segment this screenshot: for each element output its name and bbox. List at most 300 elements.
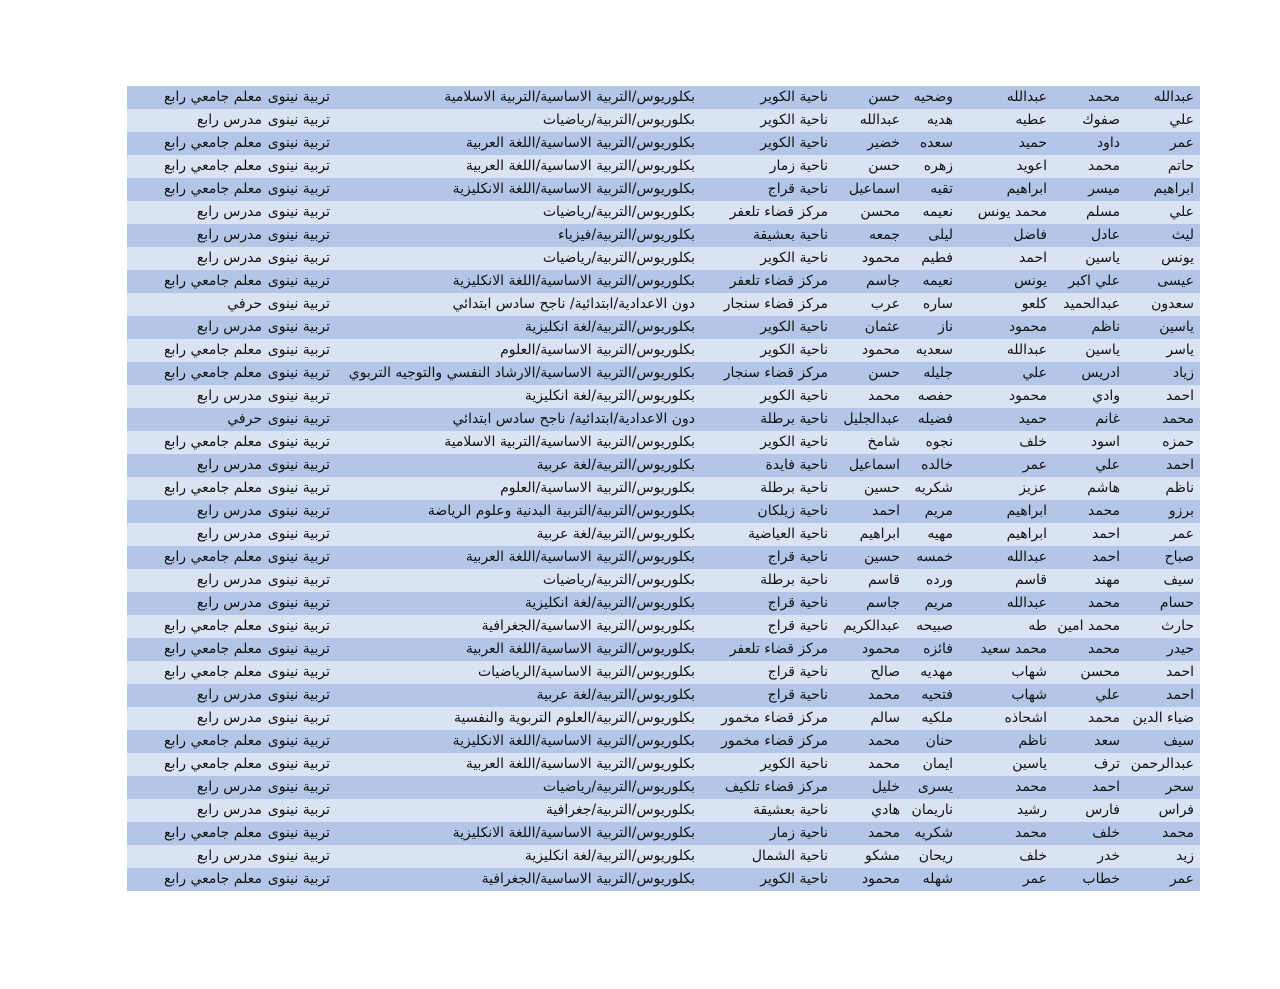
district-cell: ناحية الكوير bbox=[760, 319, 828, 335]
mother-name-cell: نعيمه bbox=[922, 273, 953, 289]
qualification-cell: بكلوريوس/التربية الاساسية/اللغة العربية bbox=[465, 756, 695, 772]
qualification-cell: بكلوريوس/التربية الاساسية/العلوم bbox=[500, 342, 695, 358]
first-name-cell: ابراهيم bbox=[1153, 181, 1194, 197]
father-name-cell: علي اكبر bbox=[1068, 273, 1120, 289]
qualification-cell: بكلوريوس/التربية/رياضيات bbox=[542, 779, 695, 795]
father-name-cell: ناظم bbox=[1091, 319, 1120, 335]
table-row bbox=[127, 776, 1200, 799]
table-row bbox=[127, 362, 1200, 385]
mother-father-name-cell: محسن bbox=[860, 204, 900, 220]
grandfather-name-cell: عمر bbox=[1022, 871, 1047, 887]
grandfather-name-cell: محمد يونس bbox=[977, 204, 1047, 220]
qualification-cell: بكلوريوس/التربية/رياضيات bbox=[542, 572, 695, 588]
table-row bbox=[127, 753, 1200, 776]
mother-father-name-cell: هادي bbox=[871, 802, 900, 818]
directorate-cell: تربية نينوى bbox=[267, 112, 330, 128]
mother-name-cell: فضيله bbox=[917, 411, 953, 427]
table-row bbox=[127, 247, 1200, 270]
table-row bbox=[127, 707, 1200, 730]
directorate-cell: تربية نينوى bbox=[267, 572, 330, 588]
father-name-cell: احمد bbox=[1092, 549, 1120, 565]
grandfather-name-cell: عبدالله bbox=[1006, 549, 1047, 565]
qualification-cell: بكلوريوس/التربية الاساسية/اللغة الانكليزية bbox=[452, 273, 695, 289]
job-title-cell: معلم جامعي رابع bbox=[164, 480, 262, 496]
mother-father-name-cell: حسين bbox=[863, 480, 900, 496]
mother-father-name-cell: حسن bbox=[868, 89, 900, 105]
district-cell: ناحية برطلة bbox=[760, 480, 828, 496]
mother-name-cell: شكريه bbox=[914, 825, 953, 841]
mother-father-name-cell: مشكو bbox=[865, 848, 900, 864]
directorate-cell: تربية نينوى bbox=[267, 710, 330, 726]
directorate-cell: تربية نينوى bbox=[267, 848, 330, 864]
mother-name-cell: مهيه bbox=[927, 526, 953, 542]
first-name-cell: ناظم bbox=[1165, 480, 1194, 496]
district-cell: مركز قضاء تلكيف bbox=[724, 779, 828, 795]
job-title-cell: مدرس رابع bbox=[196, 710, 262, 726]
first-name-cell: سعدون bbox=[1151, 296, 1194, 312]
father-name-cell: محمد bbox=[1088, 710, 1120, 726]
mother-name-cell: يسرى bbox=[917, 779, 953, 795]
mother-father-name-cell: عبدالكريم bbox=[843, 618, 900, 634]
directorate-cell: تربية نينوى bbox=[267, 365, 330, 381]
job-title-cell: حرفي bbox=[227, 296, 262, 312]
father-name-cell: خطاب bbox=[1082, 871, 1120, 887]
qualification-cell: بكلوريوس/التربية الاساسية/العلوم bbox=[500, 480, 695, 496]
qualification-cell: بكلوريوس/التربية الاساسية/اللغة العربية bbox=[465, 135, 695, 151]
qualification-cell: بكلوريوس/التربية/لغة عربية bbox=[536, 457, 695, 473]
table-row bbox=[127, 868, 1200, 891]
directorate-cell: تربية نينوى bbox=[267, 296, 330, 312]
table-row bbox=[127, 224, 1200, 247]
qualification-cell: بكلوريوس/التربية/التربية البدنية وعلوم الرياضة bbox=[427, 503, 695, 519]
first-name-cell: حسام bbox=[1159, 595, 1194, 611]
qualification-cell: بكلوريوس/التربية/رياضيات bbox=[542, 250, 695, 266]
job-title-cell: مدرس رابع bbox=[196, 227, 262, 243]
mother-name-cell: تقيه bbox=[930, 181, 953, 197]
grandfather-name-cell: ابراهيم bbox=[1006, 503, 1047, 519]
job-title-cell: معلم جامعي رابع bbox=[164, 871, 262, 887]
mother-father-name-cell: صالح bbox=[870, 664, 900, 680]
grandfather-name-cell: محمد bbox=[1015, 825, 1047, 841]
table-row bbox=[127, 684, 1200, 707]
district-cell: ناحية الكوير bbox=[760, 756, 828, 772]
district-cell: ناحية الشمال bbox=[751, 848, 828, 864]
grandfather-name-cell: شهاب bbox=[1011, 687, 1047, 703]
first-name-cell: حيدر bbox=[1167, 641, 1194, 657]
mother-name-cell: صبيحه bbox=[916, 618, 953, 634]
first-name-cell: احمد bbox=[1166, 664, 1194, 680]
directorate-cell: تربية نينوى bbox=[267, 181, 330, 197]
first-name-cell: برزو bbox=[1168, 503, 1194, 519]
qualification-cell: بكلوريوس/التربية الاساسية/الرياضيات bbox=[477, 664, 695, 680]
grandfather-name-cell: عمر bbox=[1022, 457, 1047, 473]
job-title-cell: معلم جامعي رابع bbox=[164, 664, 262, 680]
job-title-cell: مدرس رابع bbox=[196, 779, 262, 795]
first-name-cell: يونس bbox=[1161, 250, 1194, 266]
first-name-cell: حاتم bbox=[1167, 158, 1194, 174]
district-cell: ناحية الكوير bbox=[760, 135, 828, 151]
job-title-cell: مدرس رابع bbox=[196, 112, 262, 128]
mother-father-name-cell: محمد bbox=[868, 825, 900, 841]
first-name-cell: عبدالله bbox=[1153, 89, 1194, 105]
qualification-cell: بكلوريوس/التربية/لغة عربية bbox=[536, 687, 695, 703]
qualification-cell: بكلوريوس/التربية الاساسية/اللغة الانكليزية bbox=[452, 181, 695, 197]
mother-father-name-cell: جمعه bbox=[868, 227, 900, 243]
first-name-cell: عمر bbox=[1169, 526, 1194, 542]
directorate-cell: تربية نينوى bbox=[267, 549, 330, 565]
mother-father-name-cell: جاسم bbox=[866, 273, 900, 289]
father-name-cell: علي bbox=[1095, 687, 1120, 703]
grandfather-name-cell: محمود bbox=[1008, 388, 1047, 404]
first-name-cell: احمد bbox=[1166, 388, 1194, 404]
job-title-cell: معلم جامعي رابع bbox=[164, 273, 262, 289]
directorate-cell: تربية نينوى bbox=[267, 204, 330, 220]
grandfather-name-cell: طه bbox=[1028, 618, 1047, 634]
qualification-cell: بكلوريوس/التربية/لغة انكليزية bbox=[524, 595, 695, 611]
mother-name-cell: مهديه bbox=[920, 664, 953, 680]
mother-name-cell: مريم bbox=[924, 595, 953, 611]
father-name-cell: محمد bbox=[1088, 641, 1120, 657]
father-name-cell: صفوك bbox=[1082, 112, 1120, 128]
mother-father-name-cell: عثمان bbox=[864, 319, 900, 335]
directorate-cell: تربية نينوى bbox=[267, 227, 330, 243]
district-cell: ناحية زمار bbox=[769, 158, 828, 174]
job-title-cell: مدرس رابع bbox=[196, 848, 262, 864]
grandfather-name-cell: احمد bbox=[1019, 250, 1047, 266]
qualification-cell: بكلوريوس/التربية الاساسية/الجغرافية bbox=[481, 618, 695, 634]
mother-father-name-cell: عبدالجليل bbox=[843, 411, 900, 427]
job-title-cell: مدرس رابع bbox=[196, 595, 262, 611]
father-name-cell: محمد bbox=[1088, 503, 1120, 519]
district-cell: مركز قضاء مخمور bbox=[721, 733, 828, 749]
first-name-cell: سيف bbox=[1163, 572, 1194, 588]
table-row bbox=[127, 546, 1200, 569]
directorate-cell: تربية نينوى bbox=[267, 319, 330, 335]
qualification-cell: دون الاعدادية/ابتدائية/ ناجح سادس ابتدائي bbox=[452, 296, 695, 312]
directorate-cell: تربية نينوى bbox=[267, 503, 330, 519]
grandfather-name-cell: محمود bbox=[1008, 319, 1047, 335]
grandfather-name-cell: خلف bbox=[1019, 434, 1047, 450]
job-title-cell: معلم جامعي رابع bbox=[164, 434, 262, 450]
grandfather-name-cell: اشحاذه bbox=[1004, 710, 1047, 726]
directorate-cell: تربية نينوى bbox=[267, 802, 330, 818]
district-cell: ناحية الكوير bbox=[760, 250, 828, 266]
father-name-cell: داود bbox=[1096, 135, 1120, 151]
mother-name-cell: سعده bbox=[919, 135, 953, 151]
father-name-cell: محمد bbox=[1088, 89, 1120, 105]
directorate-cell: تربية نينوى bbox=[267, 158, 330, 174]
grandfather-name-cell: عبدالله bbox=[1006, 342, 1047, 358]
mother-name-cell: ناريمان bbox=[911, 802, 953, 818]
directorate-cell: تربية نينوى bbox=[267, 526, 330, 542]
mother-father-name-cell: محمود bbox=[861, 250, 900, 266]
mother-father-name-cell: قاسم bbox=[867, 572, 900, 588]
job-title-cell: معلم جامعي رابع bbox=[164, 618, 262, 634]
father-name-cell: محمد bbox=[1088, 158, 1120, 174]
grandfather-name-cell: حميد bbox=[1018, 135, 1047, 151]
table-row bbox=[127, 431, 1200, 454]
first-name-cell: عمر bbox=[1169, 135, 1194, 151]
mother-name-cell: ساره bbox=[922, 296, 953, 312]
qualification-cell: بكلوريوس/التربية الاساسية/الجغرافية bbox=[481, 871, 695, 887]
grandfather-name-cell: ياسين bbox=[1012, 756, 1047, 772]
directorate-cell: تربية نينوى bbox=[267, 641, 330, 657]
qualification-cell: بكلوريوس/التربية/جغرافية bbox=[545, 802, 695, 818]
grandfather-name-cell: محمد سعيد bbox=[980, 641, 1047, 657]
district-cell: ناحية قراج bbox=[767, 595, 828, 611]
table-row bbox=[127, 316, 1200, 339]
mother-father-name-cell: شامخ bbox=[867, 434, 900, 450]
mother-name-cell: جليله bbox=[923, 365, 953, 381]
first-name-cell: زياد bbox=[1172, 365, 1194, 381]
mother-name-cell: فائزه bbox=[923, 641, 953, 657]
district-cell: ناحية زمار bbox=[769, 825, 828, 841]
table-row bbox=[127, 86, 1200, 109]
qualification-cell: بكلوريوس/التربية الاساسية/اللغة العربية bbox=[465, 549, 695, 565]
job-title-cell: حرفي bbox=[227, 411, 262, 427]
qualification-cell: بكلوريوس/التربية الاساسية/اللغة الانكليزية bbox=[452, 733, 695, 749]
father-name-cell: مسلم bbox=[1086, 204, 1120, 220]
table-row bbox=[127, 132, 1200, 155]
table-row bbox=[127, 500, 1200, 523]
directorate-cell: تربية نينوى bbox=[267, 342, 330, 358]
grandfather-name-cell: علي bbox=[1022, 365, 1047, 381]
table-row bbox=[127, 569, 1200, 592]
qualification-cell: بكلوريوس/التربية الاساسية/التربية الاسلامية bbox=[444, 434, 695, 450]
qualification-cell: بكلوريوس/التربية/العلوم التربوية والنفسية bbox=[453, 710, 695, 726]
first-name-cell: عيسى bbox=[1157, 273, 1194, 289]
job-title-cell: معلم جامعي رابع bbox=[164, 181, 262, 197]
mother-name-cell: ورده bbox=[925, 572, 953, 588]
first-name-cell: علي bbox=[1169, 204, 1194, 220]
first-name-cell: محمد bbox=[1162, 825, 1194, 841]
father-name-cell: خدر bbox=[1097, 848, 1120, 864]
table-row bbox=[127, 293, 1200, 316]
grandfather-name-cell: محمد bbox=[1015, 779, 1047, 795]
first-name-cell: ضياء الدين bbox=[1132, 710, 1194, 726]
father-name-cell: خلف bbox=[1092, 825, 1120, 841]
table-row bbox=[127, 845, 1200, 868]
district-cell: ناحية قراج bbox=[767, 687, 828, 703]
table-row bbox=[127, 661, 1200, 684]
directorate-cell: تربية نينوى bbox=[267, 388, 330, 404]
job-title-cell: مدرس رابع bbox=[196, 687, 262, 703]
district-cell: ناحية فايدة bbox=[765, 457, 828, 473]
mother-father-name-cell: عرب bbox=[870, 296, 900, 312]
job-title-cell: معلم جامعي رابع bbox=[164, 641, 262, 657]
mother-father-name-cell: احمد bbox=[872, 503, 900, 519]
district-cell: ناحية العياضية bbox=[747, 526, 828, 542]
directorate-cell: تربية نينوى bbox=[267, 595, 330, 611]
father-name-cell: هاشم bbox=[1087, 480, 1120, 496]
mother-name-cell: زهره bbox=[923, 158, 953, 174]
qualification-cell: بكلوريوس/التربية الاساسية/اللغة العربية bbox=[465, 158, 695, 174]
table-row bbox=[127, 523, 1200, 546]
district-cell: ناحية الكوير bbox=[760, 871, 828, 887]
father-name-cell: وادي bbox=[1092, 388, 1120, 404]
mother-name-cell: شكريه bbox=[914, 480, 953, 496]
mother-father-name-cell: اسماعيل bbox=[848, 457, 900, 473]
grandfather-name-cell: شهاب bbox=[1011, 664, 1047, 680]
father-name-cell: اسود bbox=[1090, 434, 1120, 450]
job-title-cell: معلم جامعي رابع bbox=[164, 549, 262, 565]
district-cell: ناحية قراج bbox=[767, 664, 828, 680]
mother-father-name-cell: سالم bbox=[870, 710, 900, 726]
directorate-cell: تربية نينوى bbox=[267, 273, 330, 289]
mother-father-name-cell: محمد bbox=[868, 687, 900, 703]
job-title-cell: معلم جامعي رابع bbox=[164, 135, 262, 151]
mother-name-cell: ملكيه bbox=[921, 710, 953, 726]
mother-father-name-cell: محمد bbox=[868, 756, 900, 772]
grandfather-name-cell: ابراهيم bbox=[1006, 526, 1047, 542]
mother-father-name-cell: اسماعيل bbox=[848, 181, 900, 197]
job-title-cell: مدرس رابع bbox=[196, 526, 262, 542]
table-row bbox=[127, 155, 1200, 178]
job-title-cell: مدرس رابع bbox=[196, 388, 262, 404]
father-name-cell: سعد bbox=[1094, 733, 1120, 749]
first-name-cell: فراس bbox=[1158, 802, 1194, 818]
mother-father-name-cell: محمود bbox=[861, 871, 900, 887]
father-name-cell: مهند bbox=[1094, 572, 1120, 588]
first-name-cell: علي bbox=[1169, 112, 1194, 128]
job-title-cell: معلم جامعي رابع bbox=[164, 825, 262, 841]
first-name-cell: سيف bbox=[1163, 733, 1194, 749]
mother-father-name-cell: خليل bbox=[871, 779, 900, 795]
mother-father-name-cell: محمد bbox=[868, 733, 900, 749]
job-title-cell: مدرس رابع bbox=[196, 503, 262, 519]
qualification-cell: بكلوريوس/التربية الاساسية/الارشاد النفسي والتوجيه التربوي bbox=[348, 365, 695, 381]
grandfather-name-cell: عبدالله bbox=[1006, 89, 1047, 105]
district-cell: مركز قضاء تلعفر bbox=[729, 641, 828, 657]
father-name-cell: محسن bbox=[1080, 664, 1120, 680]
job-title-cell: معلم جامعي رابع bbox=[164, 342, 262, 358]
directorate-cell: تربية نينوى bbox=[267, 779, 330, 795]
qualification-cell: بكلوريوس/التربية/فيزياء bbox=[557, 227, 695, 243]
father-name-cell: محمد امين bbox=[1057, 618, 1120, 634]
mother-name-cell: فتحيه bbox=[921, 687, 953, 703]
directorate-cell: تربية نينوى bbox=[267, 480, 330, 496]
mother-father-name-cell: محمد bbox=[868, 388, 900, 404]
mother-name-cell: ريحان bbox=[918, 848, 953, 864]
district-cell: ناحية قراج bbox=[767, 618, 828, 634]
first-name-cell: ليث bbox=[1171, 227, 1194, 243]
first-name-cell: احمد bbox=[1166, 457, 1194, 473]
mother-name-cell: حفصه bbox=[917, 388, 953, 404]
district-cell: ناحية برطلة bbox=[760, 572, 828, 588]
grandfather-name-cell: ناظم bbox=[1018, 733, 1047, 749]
district-cell: ناحية بعشيقة bbox=[753, 227, 828, 243]
father-name-cell: غانم bbox=[1095, 411, 1120, 427]
directorate-cell: تربية نينوى bbox=[267, 457, 330, 473]
first-name-cell: عمر bbox=[1169, 871, 1194, 887]
grandfather-name-cell: خلف bbox=[1019, 848, 1047, 864]
job-title-cell: معلم جامعي رابع bbox=[164, 158, 262, 174]
table-row bbox=[127, 638, 1200, 661]
directorate-cell: تربية نينوى bbox=[267, 825, 330, 841]
father-name-cell: ميسر bbox=[1088, 181, 1120, 197]
directorate-cell: تربية نينوى bbox=[267, 411, 330, 427]
district-cell: ناحية الكوير bbox=[760, 388, 828, 404]
father-name-cell: محمد bbox=[1088, 595, 1120, 611]
table-row bbox=[127, 201, 1200, 224]
qualification-cell: بكلوريوس/التربية/لغة عربية bbox=[536, 526, 695, 542]
mother-father-name-cell: جاسم bbox=[866, 595, 900, 611]
employee-table bbox=[127, 86, 1200, 891]
grandfather-name-cell: عطيه bbox=[1015, 112, 1047, 128]
directorate-cell: تربية نينوى bbox=[267, 89, 330, 105]
job-title-cell: مدرس رابع bbox=[196, 457, 262, 473]
mother-father-name-cell: حسين bbox=[863, 549, 900, 565]
mother-name-cell: فطيم bbox=[921, 250, 953, 266]
mother-father-name-cell: ابراهيم bbox=[859, 526, 900, 542]
mother-father-name-cell: حسن bbox=[868, 158, 900, 174]
directorate-cell: تربية نينوى bbox=[267, 434, 330, 450]
father-name-cell: علي bbox=[1095, 457, 1120, 473]
mother-name-cell: سعديه bbox=[915, 342, 953, 358]
directorate-cell: تربية نينوى bbox=[267, 687, 330, 703]
mother-name-cell: ناز bbox=[938, 319, 953, 335]
mother-name-cell: مريم bbox=[924, 503, 953, 519]
table-row bbox=[127, 385, 1200, 408]
first-name-cell: صباح bbox=[1164, 549, 1194, 565]
father-name-cell: فارس bbox=[1085, 802, 1120, 818]
mother-father-name-cell: عبدالله bbox=[859, 112, 900, 128]
qualification-cell: بكلوريوس/التربية/لغة انكليزية bbox=[524, 319, 695, 335]
table-row bbox=[127, 799, 1200, 822]
father-name-cell: احمد bbox=[1092, 526, 1120, 542]
first-name-cell: حارث bbox=[1161, 618, 1194, 634]
mother-name-cell: خمسه bbox=[916, 549, 953, 565]
mother-name-cell: نجوه bbox=[925, 434, 953, 450]
directorate-cell: تربية نينوى bbox=[267, 618, 330, 634]
grandfather-name-cell: كلعو bbox=[1021, 296, 1047, 312]
district-cell: ناحية قراج bbox=[767, 181, 828, 197]
first-name-cell: عبدالرحمن bbox=[1130, 756, 1194, 772]
first-name-cell: حمزه bbox=[1162, 434, 1194, 450]
job-title-cell: مدرس رابع bbox=[196, 319, 262, 335]
mother-name-cell: وضحيه bbox=[913, 89, 953, 105]
district-cell: مركز قضاء تلعفر bbox=[729, 273, 828, 289]
directorate-cell: تربية نينوى bbox=[267, 664, 330, 680]
first-name-cell: محمد bbox=[1162, 411, 1194, 427]
job-title-cell: مدرس رابع bbox=[196, 572, 262, 588]
first-name-cell: زيد bbox=[1175, 848, 1194, 864]
grandfather-name-cell: قاسم bbox=[1014, 572, 1047, 588]
father-name-cell: ياسين bbox=[1085, 250, 1120, 266]
mother-name-cell: حنان bbox=[925, 733, 953, 749]
father-name-cell: ترف bbox=[1093, 756, 1120, 772]
district-cell: ناحية زيلكان bbox=[757, 503, 828, 519]
directorate-cell: تربية نينوى bbox=[267, 250, 330, 266]
job-title-cell: مدرس رابع bbox=[196, 250, 262, 266]
first-name-cell: ياسر bbox=[1166, 342, 1194, 358]
mother-father-name-cell: محمود bbox=[861, 641, 900, 657]
directorate-cell: تربية نينوى bbox=[267, 733, 330, 749]
first-name-cell: ياسين bbox=[1159, 319, 1194, 335]
mother-father-name-cell: حسن bbox=[868, 365, 900, 381]
district-cell: مركز قضاء مخمور bbox=[721, 710, 828, 726]
table-row bbox=[127, 454, 1200, 477]
mother-name-cell: نعيمه bbox=[922, 204, 953, 220]
table-row bbox=[127, 822, 1200, 845]
district-cell: مركز قضاء تلعفر bbox=[729, 204, 828, 220]
mother-father-name-cell: محمود bbox=[861, 342, 900, 358]
table-row bbox=[127, 109, 1200, 132]
table-row bbox=[127, 178, 1200, 201]
directorate-cell: تربية نينوى bbox=[267, 135, 330, 151]
grandfather-name-cell: فاضل bbox=[1013, 227, 1047, 243]
district-cell: ناحية قراج bbox=[767, 549, 828, 565]
